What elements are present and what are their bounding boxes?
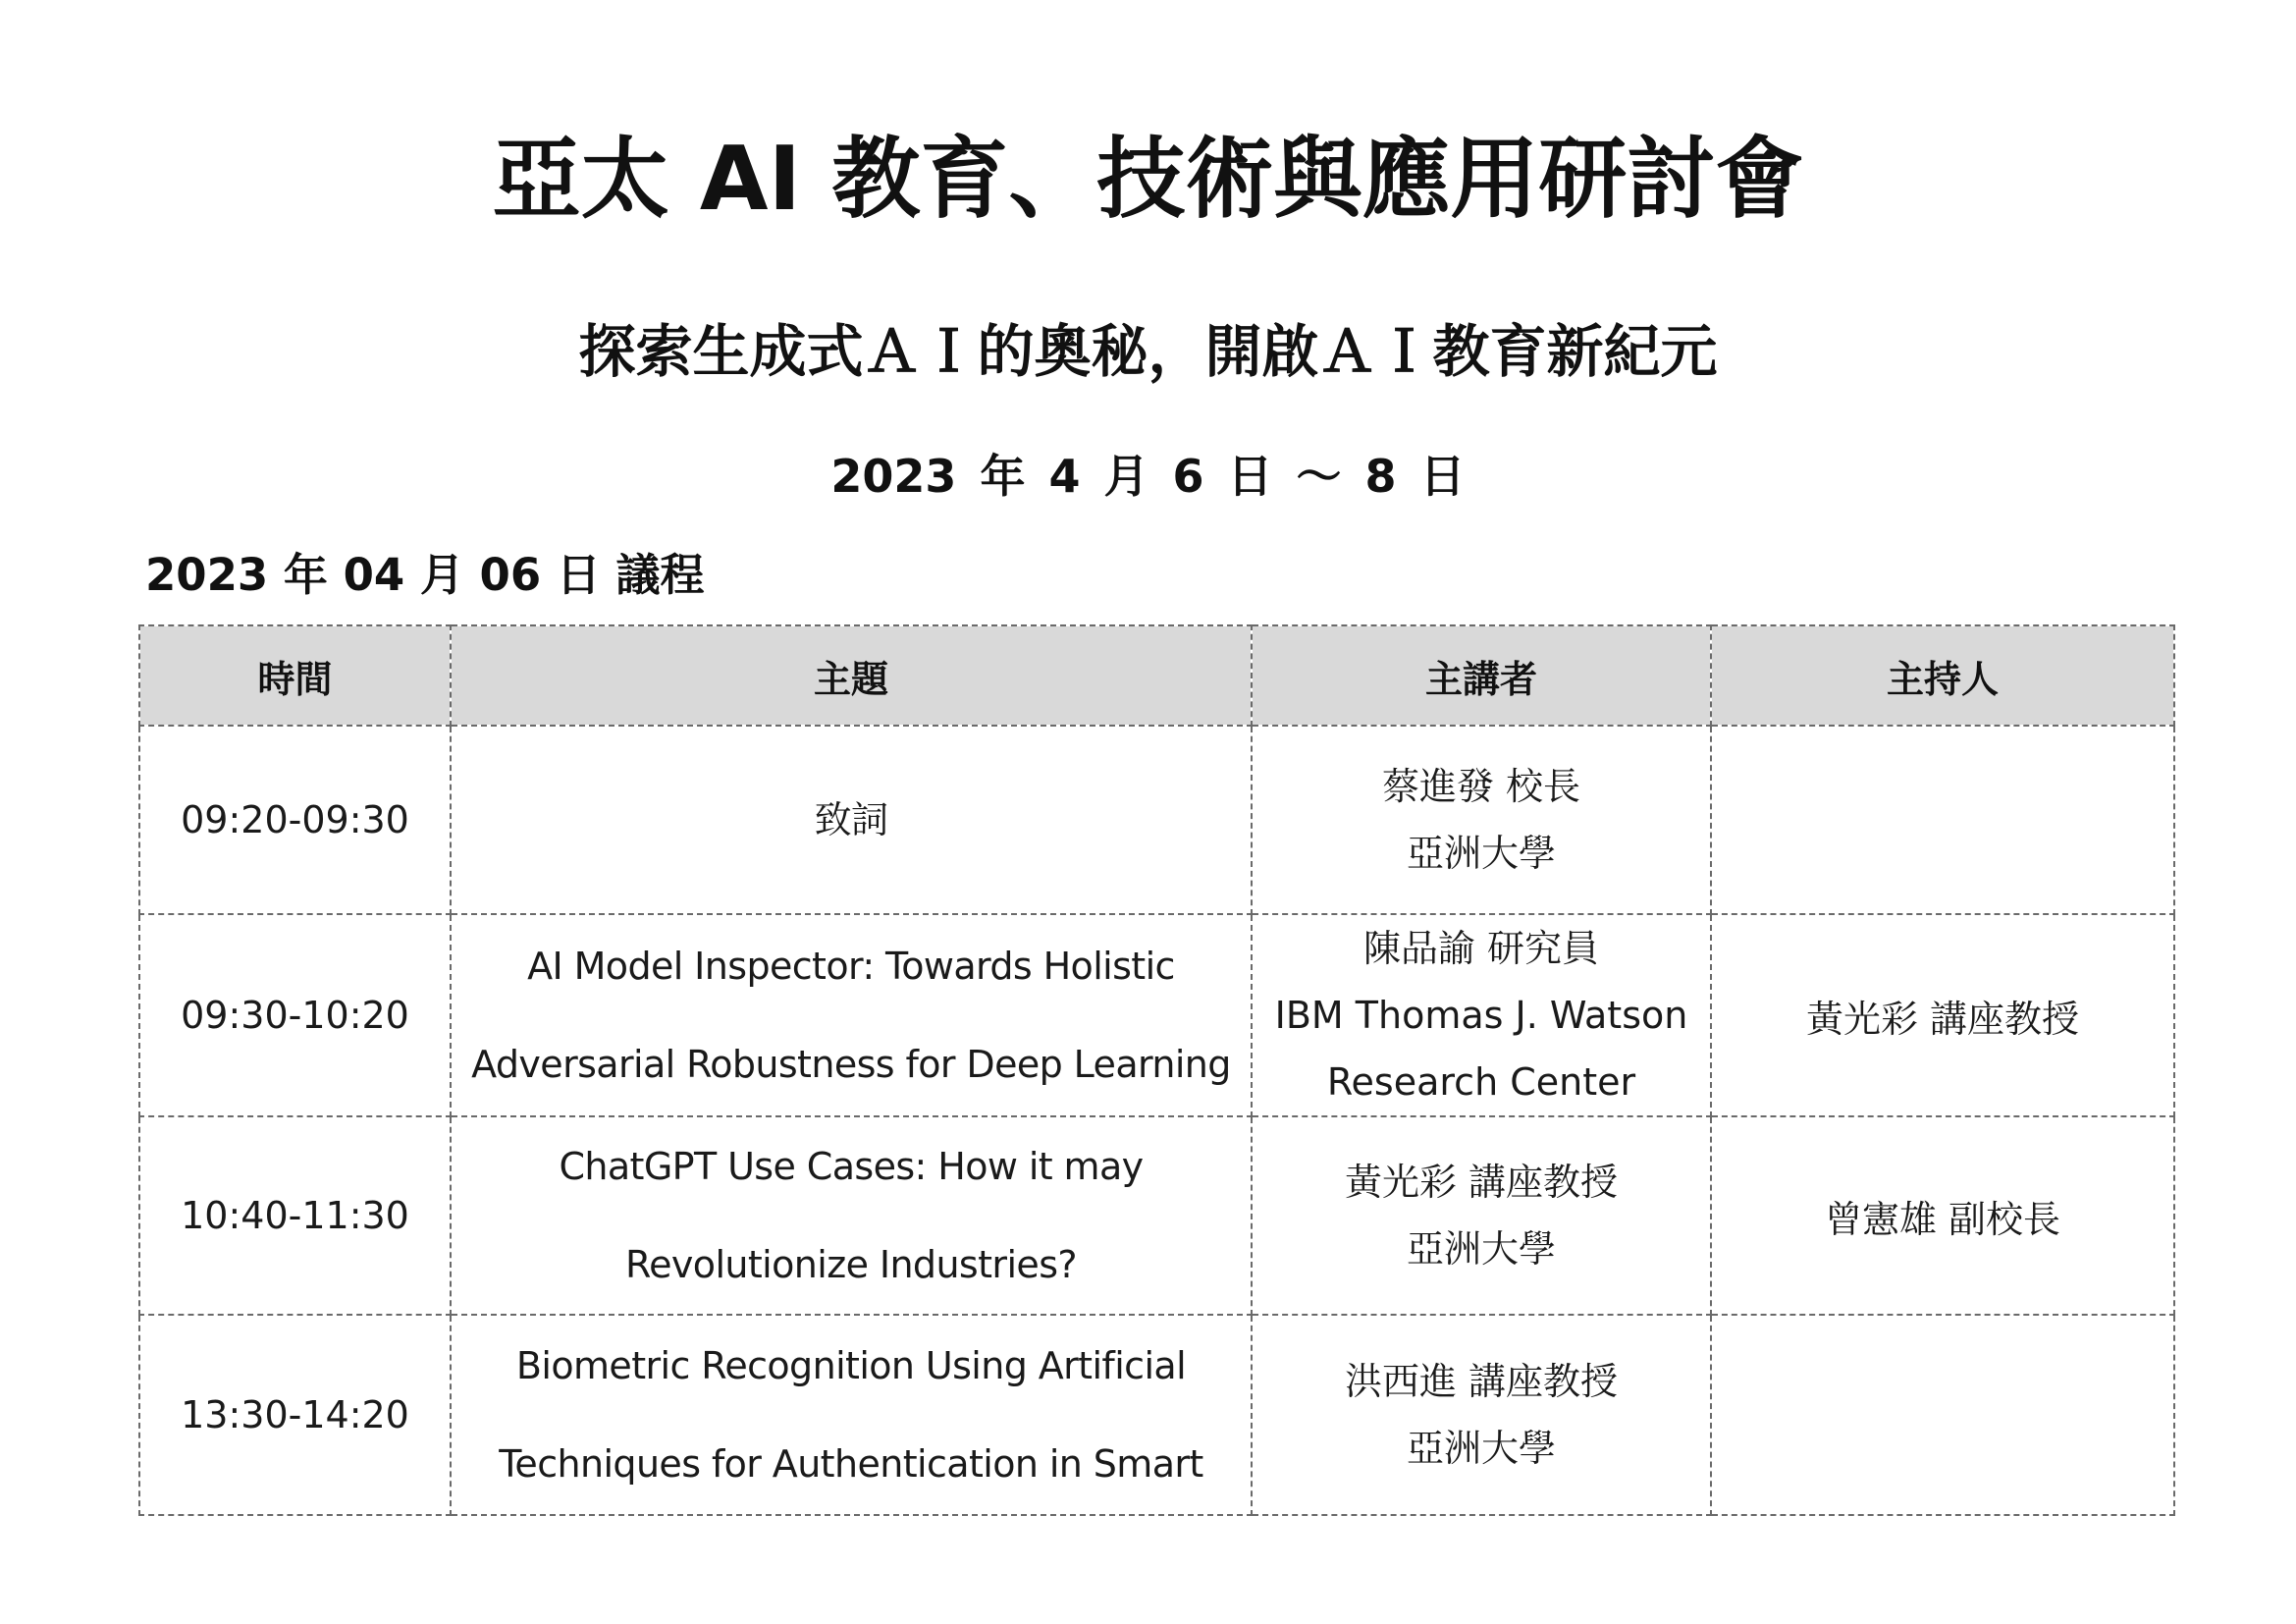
speaker-line: 黃光彩 講座教授 [1344, 1161, 1619, 1204]
table-row [139, 726, 2174, 914]
topic-line: Techniques for Authentication in Smart [499, 1442, 1203, 1486]
speaker-line: 亞洲大學 [1406, 1427, 1556, 1470]
table-row [139, 1116, 2174, 1315]
cell-speaker [1252, 1116, 1711, 1315]
speaker-line: 陳品諭 研究員 [1362, 927, 1600, 970]
table-row [139, 914, 2174, 1116]
cell-speaker [1252, 1315, 1711, 1515]
cell-time: 09:20-09:30 [139, 726, 451, 914]
cell-time: 13:30-14:20 [139, 1315, 451, 1515]
header-speaker: 主講者 [1252, 625, 1711, 726]
speaker-line: Research Center [1326, 1060, 1636, 1104]
cell-speaker [1252, 914, 1711, 1116]
table-header-row [139, 625, 2174, 726]
speaker-line: IBM Thomas J. Watson [1274, 994, 1688, 1037]
page-subtitle: 探索生成式ＡＩ的奧秘，開啟ＡＩ教育新紀元 [578, 318, 1718, 385]
cell-topic [451, 914, 1252, 1116]
cell-host: 黃光彩 講座教授 [1711, 914, 2174, 1116]
agenda-heading: 2023 年 04 月 06 日 議程 [145, 549, 705, 601]
cell-host [1711, 1315, 2174, 1515]
cell-time: 10:40-11:30 [139, 1116, 451, 1315]
cell-topic [451, 726, 1252, 914]
speaker-line: 亞洲大學 [1406, 832, 1556, 875]
cell-topic [451, 1116, 1252, 1315]
cell-host [1711, 726, 2174, 914]
speaker-line: 蔡進發 校長 [1381, 765, 1581, 808]
header-topic: 主題 [451, 625, 1252, 726]
cell-speaker [1252, 726, 1711, 914]
speaker-line: 洪西進 講座教授 [1344, 1360, 1619, 1403]
topic-line: AI Model Inspector: Towards Holistic [527, 945, 1175, 988]
table-row [139, 1315, 2174, 1515]
cell-time: 09:30-10:20 [139, 914, 451, 1116]
cell-topic [451, 1315, 1252, 1515]
event-date-range: 2023 年 4 月 6 日 ～ 8 日 [830, 450, 1466, 503]
topic-line: Adversarial Robustness for Deep Learning [471, 1043, 1231, 1086]
topic-line: 致詞 [814, 798, 888, 841]
agenda-table [138, 624, 2175, 1516]
topic-line: ChatGPT Use Cases: How it may [559, 1145, 1144, 1188]
page-title: 亞太 AI 教育、技術與應用研討會 [492, 128, 1804, 231]
speaker-line: 亞洲大學 [1406, 1227, 1556, 1271]
topic-line: Biometric Recognition Using Artificial [515, 1344, 1187, 1387]
header-host: 主持人 [1711, 625, 2174, 726]
cell-host: 曾憲雄 副校長 [1711, 1116, 2174, 1315]
header-time: 時間 [139, 625, 451, 726]
topic-line: Revolutionize Industries? [625, 1243, 1077, 1286]
